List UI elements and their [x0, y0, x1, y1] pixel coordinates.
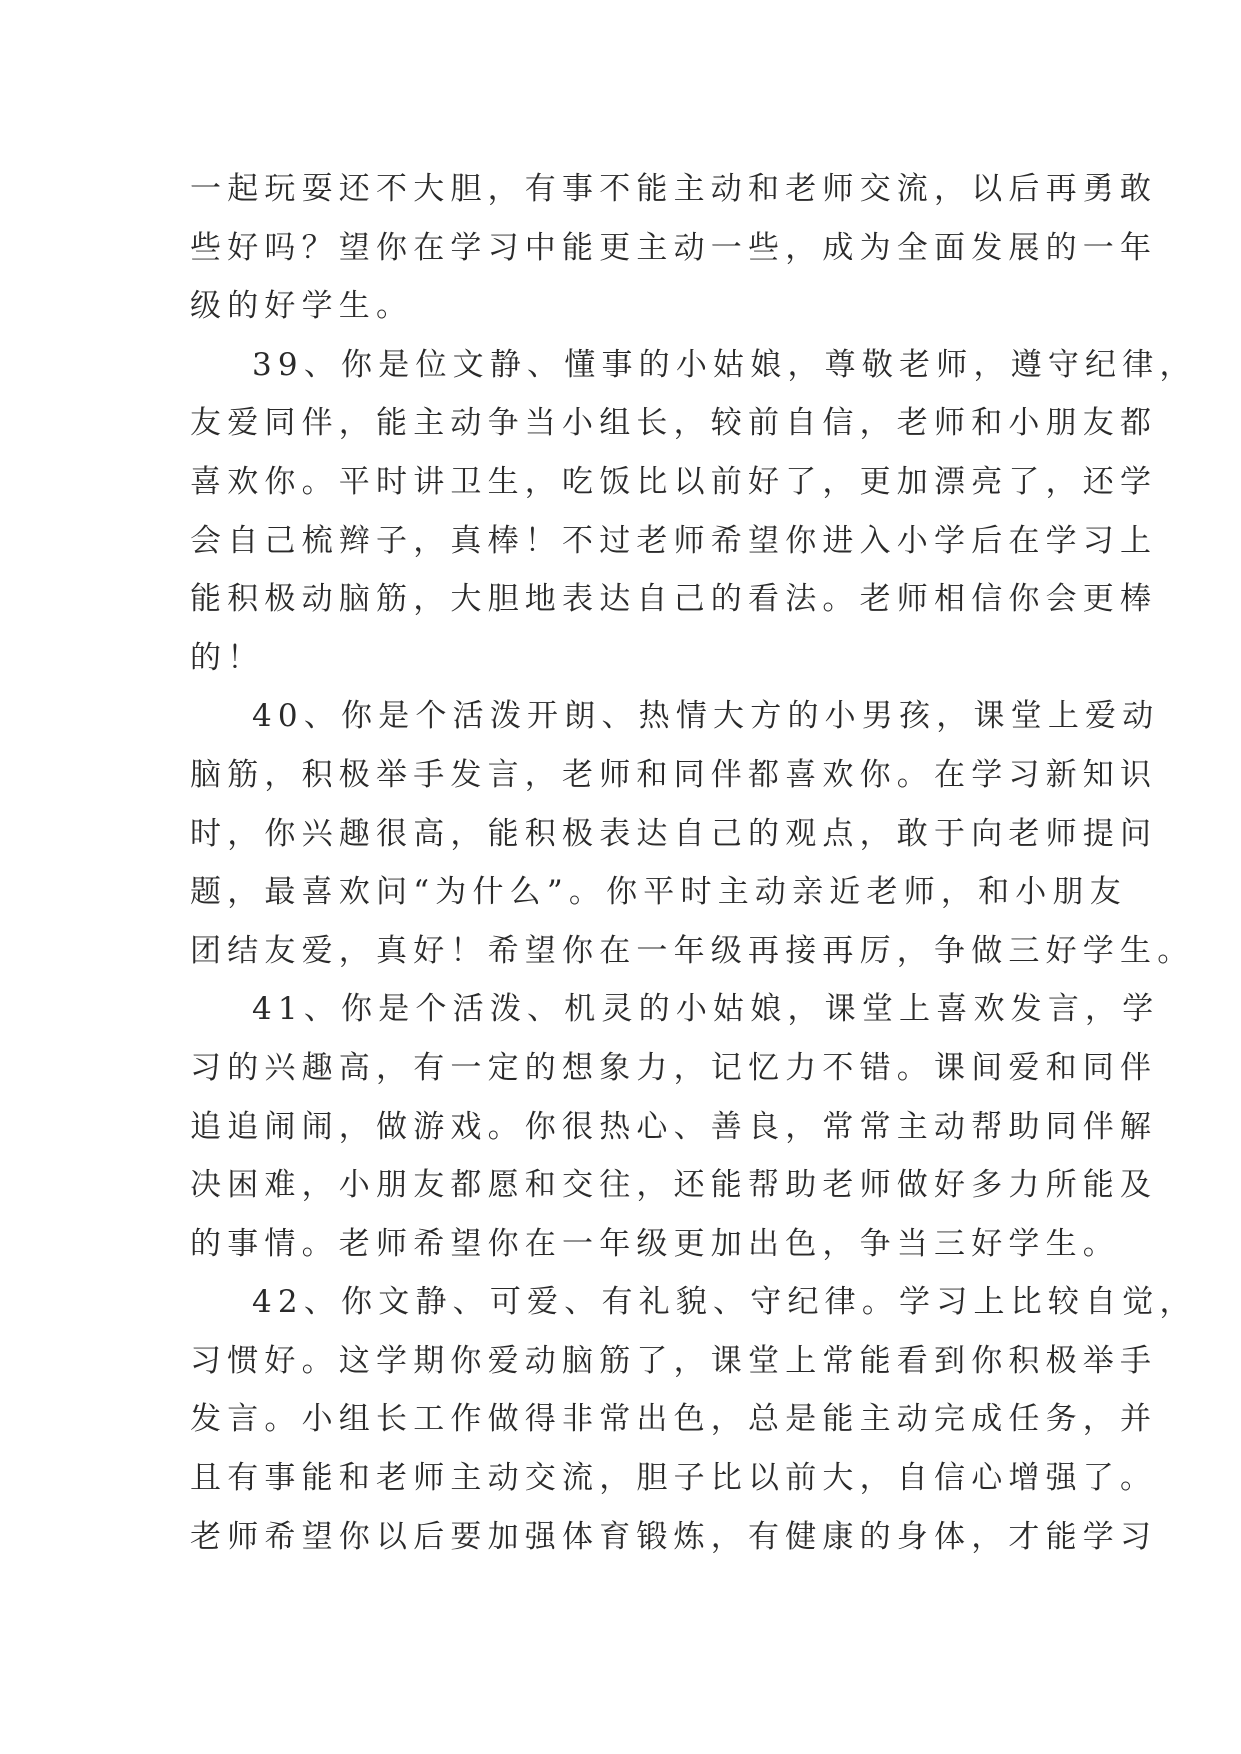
text-line: 一起玩耍还不大胆，有事不能主动和老师交流，以后再勇敢 [190, 171, 1158, 207]
text-line: 级的好学生。 [190, 288, 414, 325]
text-line: 且有事能和老师主动交流，胆子比以前大，自信心增强了。 [190, 1460, 1158, 1497]
text-line: 脑筋，积极举手发言，老师和同伴都喜欢你。在学习新知识 [190, 756, 1158, 793]
paragraph-start-42: 42、你文静、可爱、有礼貌、守纪律。学习上比较自觉， [252, 1284, 1197, 1321]
text-line: 时，你兴趣很高，能积极表达自己的观点，敢于向老师提问 [190, 815, 1158, 852]
paragraph-start-40: 40、你是个活泼开朗、热情大方的小男孩，课堂上爱动 [252, 698, 1160, 735]
paragraph-start-41: 41、你是个活泼、机灵的小姑娘，课堂上喜欢发言，学 [252, 991, 1160, 1028]
text-line: 会自己梳辫子，真棒！不过老师希望你进入小学后在学习上 [190, 522, 1158, 559]
document-page [190, 160, 1197, 1566]
text-line: 的事情。老师希望你在一年级更加出色，争当三好学生。 [190, 1225, 1120, 1262]
text-line: 习惯好。这学期你爱动脑筋了，课堂上常能看到你积极举手 [190, 1342, 1158, 1379]
text-line: 些好吗？望你在学习中能更主动一些，成为全面发展的一年 [190, 229, 1158, 266]
text-line: 追追闹闹，做游戏。你很热心、善良，常常主动帮助同伴解 [190, 1108, 1158, 1145]
text-line: 友爱同伴，能主动争当小组长，较前自信，老师和小朋友都 [190, 405, 1158, 442]
text-line: 题，最喜欢问“为什么”。你平时主动亲近老师，和小朋友 [190, 874, 1127, 911]
text-line: 团结友爱，真好！希望你在一年级再接再厉，争做三好学生。 [190, 932, 1195, 969]
text-line: 习的兴趣高，有一定的想象力，记忆力不错。课间爱和同伴 [190, 1049, 1158, 1086]
text-line: 能积极动脑筋，大胆地表达自己的看法。老师相信你会更棒 [190, 581, 1158, 618]
paragraph-start-39: 39、你是位文静、懂事的小姑娘，尊敬老师，遵守纪律， [252, 346, 1197, 383]
text-line: 老师希望你以后要加强体育锻炼，有健康的身体，才能学习 [190, 1518, 1158, 1555]
text-line: 的！ [190, 639, 265, 676]
text-line: 决困难，小朋友都愿和交往，还能帮助老师做好多力所能及 [190, 1167, 1158, 1204]
text-line: 发言。小组长工作做得非常出色，总是能主动完成任务，并 [190, 1401, 1158, 1438]
text-line: 喜欢你。平时讲卫生，吃饭比以前好了，更加漂亮了，还学 [190, 463, 1158, 500]
